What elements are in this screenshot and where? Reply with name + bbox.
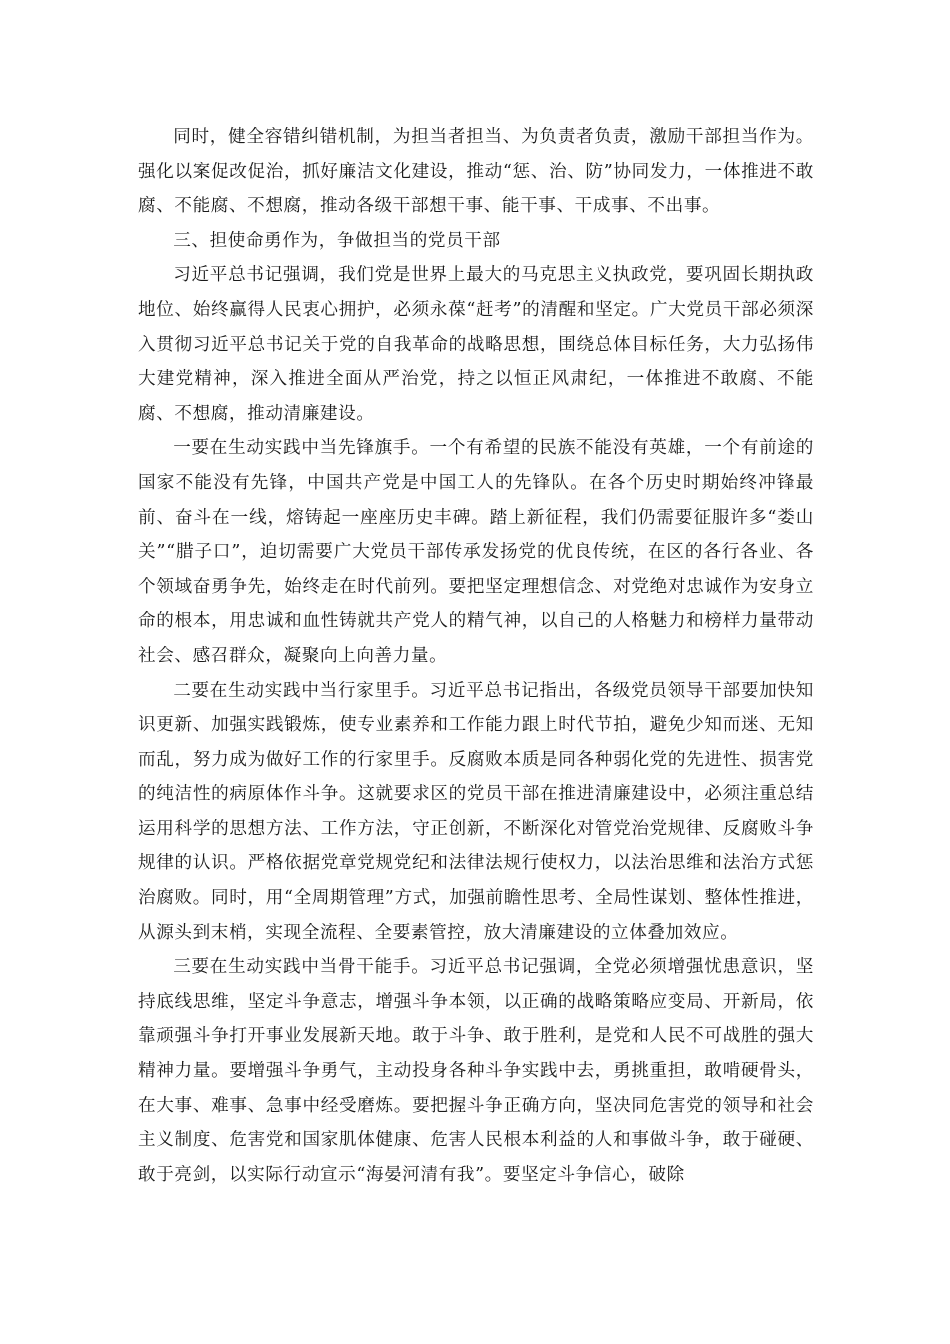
- paragraph-pioneer: 一要在生动实践中当先锋旗手。一个有希望的民族不能没有英雄，一个有前途的国家不能没有先锋，中国共产党是中国工人的先锋队。在各个历史时期始终冲锋最前、奋斗在一线，熔铸起一座座历史丰碑。踏上新征程，我们仍需要征服许多“娄山关”“腊子口”，迫切需要广大党员干部传承发扬党的优良传统，在区的各行各业、各个领域奋勇争先，始终走在时代前列。要把坚定理想信念、对党绝对忠诚作为安身立命的根本，用忠诚和血性铸就共产党人的精气神，以自己的人格魅力和榜样力量带动社会、感召群众，凝聚向上向善力量。: [138, 438, 814, 666]
- paragraph-backbone: 三要在生动实践中当骨干能手。习近平总书记强调，全党必须增强忧患意识，坚持底线思维，坚定斗争意志，增强斗争本领，以正确的战略策略应变局、开新局，依靠顽强斗争打开事业发展新天地。敢于斗争、敢于胜利，是党和人民不可战胜的强大精神力量。要增强斗争勇气，主动投身各种斗争实践中去，勇挑重担，敢啃硬骨头，在大事、难事、急事中经受磨炼。要把握斗争正确方向，坚决同危害党的领导和社会主义制度、危害党和国家肌体健康、危害人民根本利益的人和事做斗争，敢于碰硬、敢于亮剑，以实际行动宣示“海晏河清有我”。要坚定斗争信心，破除: [138, 957, 814, 1185]
- section-heading-three: 三、担使命勇作为，争做担当的党员干部: [173, 230, 501, 251]
- paragraph-intro: 习近平总书记强调，我们党是世界上最大的马克思主义执政党，要巩固长期执政地位、始终赢得人民衷心拥护，必须永葆“赶考”的清醒和坚定。广大党员干部必须深入贯彻习近平总书记关于党的自我革命的战略思想，围绕总体目标任务，大力弘扬伟大建党精神，深入推进全面从严治党，持之以恒正风肃纪，一体推进不敢腐、不能腐、不想腐，推动清廉建设。: [138, 265, 814, 424]
- document-body: [138, 120, 814, 1192]
- paragraph-accountability-mechanism: 同时，健全容错纠错机制，为担当者担当、为负责者负责，激励干部担当作为。强化以案促改促治，抓好廉洁文化建设，推动“惩、治、防”协同发力，一体推进不敢腐、不能腐、不想腐，推动各级干部想干事、能干事、干成事、不出事。: [138, 127, 814, 217]
- paragraph-expert: 二要在生动实践中当行家里手。习近平总书记指出，各级党员领导干部要加快知识更新、加强实践锻炼，使专业素养和工作能力跟上时代节拍，避免少知而迷、无知而乱，努力成为做好工作的行家里手。反腐败本质是同各种弱化党的先进性、损害党的纯洁性的病原体作斗争。这就要求区的党员干部在推进清廉建设中，必须注重总结运用科学的思想方法、工作方法，守正创新，不断深化对管党治党规律、反腐败斗争规律的认识。严格依据党章党规党纪和法律法规行使权力，以法治思维和法治方式惩治腐败。同时，用“全周期管理”方式，加强前瞻性思考、全局性谋划、整体性推进，从源头到末梢，实现全流程、全要素管控，放大清廉建设的立体叠加效应。: [138, 680, 814, 943]
